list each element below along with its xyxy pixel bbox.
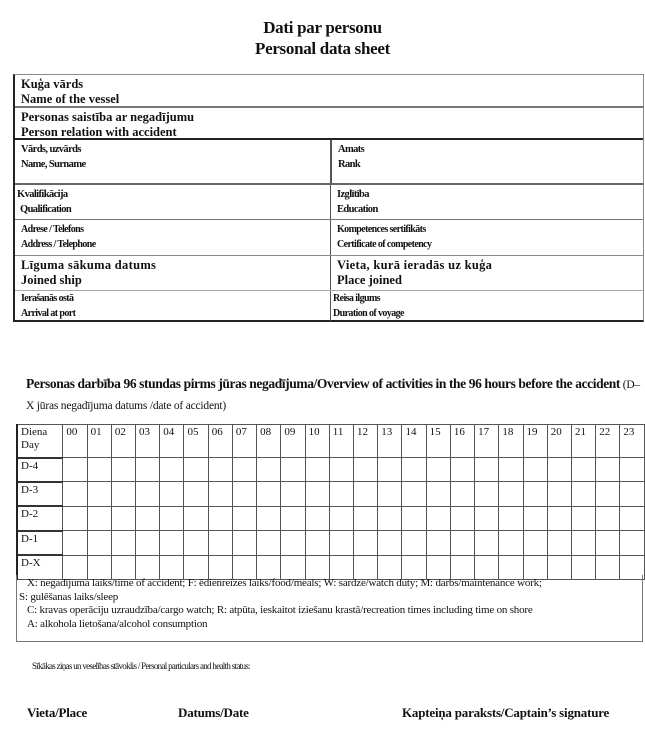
hour-header-16: 16	[450, 425, 474, 458]
day-label: D-X	[17, 555, 63, 579]
hour-cell[interactable]	[111, 482, 135, 506]
hour-header-03: 03	[136, 425, 160, 458]
hour-header-05: 05	[184, 425, 208, 458]
certificate-field[interactable]	[330, 220, 643, 255]
joined-row	[15, 256, 643, 291]
hour-cell[interactable]	[232, 506, 256, 530]
hour-cell[interactable]	[305, 531, 329, 555]
qualification-label-en: Qualification	[20, 204, 72, 215]
hour-cell[interactable]	[571, 531, 595, 555]
hour-cell[interactable]	[232, 458, 256, 482]
hour-cell[interactable]	[596, 506, 620, 530]
hour-cell[interactable]	[547, 506, 571, 530]
hour-cell[interactable]	[63, 531, 87, 555]
vessel-label-en: Name of the vessel	[21, 92, 120, 106]
name-rank-row	[15, 140, 643, 185]
address-label-en: Address / Telephone	[21, 239, 96, 250]
hour-header-01: 01	[87, 425, 111, 458]
hour-cell[interactable]	[184, 458, 208, 482]
hour-cell[interactable]	[329, 482, 353, 506]
hour-cell[interactable]	[208, 506, 232, 530]
hour-cell[interactable]	[208, 458, 232, 482]
address-label-lv: Adrese / Telefons	[21, 224, 84, 235]
hour-cell[interactable]	[450, 482, 474, 506]
hour-cell[interactable]	[232, 531, 256, 555]
name-label-en: Name, Surname	[21, 159, 86, 170]
certificate-label-en: Certificate of competency	[337, 239, 432, 250]
hour-cell[interactable]	[305, 506, 329, 530]
hour-cell[interactable]	[450, 506, 474, 530]
certificate-label-lv: Kompetences sertifikāts	[337, 224, 426, 235]
hour-header-07: 07	[232, 425, 256, 458]
day-row	[17, 506, 645, 530]
hour-header-12: 12	[354, 425, 378, 458]
hour-cell[interactable]	[208, 531, 232, 555]
day-label: D-1	[17, 531, 63, 555]
hour-cell[interactable]	[281, 458, 305, 482]
hour-cell[interactable]	[547, 482, 571, 506]
hour-cell[interactable]	[111, 458, 135, 482]
personal-particulars-label: Sīkākas ziņas un veselības stāvoklis / Personal particulars and health status:	[32, 661, 250, 671]
hour-cell[interactable]	[136, 506, 160, 530]
place-label: Vieta/Place	[27, 705, 88, 720]
date-label: Datums/Date	[178, 705, 249, 720]
hour-cell[interactable]	[450, 458, 474, 482]
hour-cell[interactable]	[305, 458, 329, 482]
relation-field[interactable]	[15, 108, 643, 138]
hour-cell[interactable]	[378, 482, 402, 506]
hour-cell[interactable]	[475, 458, 499, 482]
hour-cell[interactable]	[378, 531, 402, 555]
hour-cell[interactable]	[87, 458, 111, 482]
hour-header-21: 21	[571, 425, 595, 458]
legend-line: X: negadījuma laiks/time of accident; F: ēdienreizes laiks/food/meals; W: sardze/watch duty; M: darbs/maintenance work;	[27, 577, 542, 589]
hour-cell[interactable]	[184, 506, 208, 530]
hour-cell[interactable]	[499, 482, 523, 506]
hour-cell[interactable]	[281, 506, 305, 530]
hour-cell[interactable]	[426, 458, 450, 482]
hour-cell[interactable]	[329, 506, 353, 530]
address-certificate-row	[15, 220, 643, 256]
hour-cell[interactable]	[160, 458, 184, 482]
duration-label-en: Duration of voyage	[333, 308, 404, 319]
hour-cell[interactable]	[257, 506, 281, 530]
hour-cell[interactable]	[402, 531, 426, 555]
arrival-label-lv: Ierašanās ostā	[21, 293, 74, 304]
hour-cell[interactable]	[281, 531, 305, 555]
qualification-education-row	[15, 185, 643, 220]
hour-cell[interactable]	[111, 531, 135, 555]
address-field[interactable]	[15, 220, 330, 255]
hour-cell[interactable]	[378, 458, 402, 482]
hour-cell[interactable]	[232, 482, 256, 506]
hour-cell[interactable]	[523, 531, 547, 555]
hour-cell[interactable]	[499, 531, 523, 555]
hour-cell[interactable]	[354, 458, 378, 482]
arrival-label-en: Arrival at port	[21, 308, 76, 319]
page-title-lv: Dati par personu	[263, 18, 382, 37]
hour-cell[interactable]	[257, 458, 281, 482]
hour-cell[interactable]	[620, 458, 645, 482]
hour-cell[interactable]	[523, 506, 547, 530]
hour-cell[interactable]	[499, 506, 523, 530]
hour-cell[interactable]	[111, 506, 135, 530]
hour-header-22: 22	[596, 425, 620, 458]
duration-field[interactable]	[330, 291, 643, 321]
hour-cell[interactable]	[87, 506, 111, 530]
hour-cell[interactable]	[136, 531, 160, 555]
qualification-label-lv: Kvalifikācija	[17, 189, 68, 200]
page-title-en: Personal data sheet	[254, 39, 390, 58]
grid-header-row	[17, 425, 645, 458]
hour-cell[interactable]	[160, 506, 184, 530]
personal-info-table	[13, 74, 644, 322]
hour-cell[interactable]	[160, 482, 184, 506]
hour-cell[interactable]	[184, 531, 208, 555]
place-joined-label-en: Place joined	[337, 273, 402, 287]
hour-cell[interactable]	[475, 482, 499, 506]
hour-cell[interactable]	[620, 482, 645, 506]
place-joined-field[interactable]	[330, 256, 643, 290]
hour-header-17: 17	[475, 425, 499, 458]
hour-cell[interactable]	[329, 531, 353, 555]
day-header-en: Day	[21, 439, 40, 451]
hour-header-13: 13	[378, 425, 402, 458]
hour-header-15: 15	[426, 425, 450, 458]
hour-cell[interactable]	[281, 482, 305, 506]
place-joined-label-lv: Vieta, kurā ieradās uz kuģa	[337, 258, 493, 272]
hour-cell[interactable]	[571, 482, 595, 506]
name-field[interactable]	[15, 140, 330, 183]
rank-label-lv: Amats	[338, 144, 365, 155]
hour-cell[interactable]	[450, 531, 474, 555]
hour-cell[interactable]	[596, 531, 620, 555]
vessel-label-lv: Kuģa vārds	[21, 77, 84, 91]
hour-cell[interactable]	[136, 458, 160, 482]
hour-cell[interactable]	[184, 482, 208, 506]
activities-heading	[26, 374, 641, 416]
legend-line: C: kravas operāciju uzraudzība/cargo watch; R: atpūta, ieskaitot iziešanu krastā/recreation times including time on shore	[27, 604, 533, 616]
activity-hours-grid	[16, 424, 645, 580]
hour-cell[interactable]	[475, 506, 499, 530]
hour-cell[interactable]	[257, 482, 281, 506]
relation-label-en: Person relation with accident	[21, 125, 177, 139]
hour-cell[interactable]	[63, 482, 87, 506]
hour-cell[interactable]	[402, 458, 426, 482]
day-row	[17, 531, 645, 555]
hour-cell[interactable]	[426, 482, 450, 506]
hour-cell[interactable]	[596, 458, 620, 482]
hour-cell[interactable]	[523, 458, 547, 482]
hour-cell[interactable]	[426, 506, 450, 530]
vessel-name-field[interactable]	[15, 75, 643, 106]
hour-cell[interactable]	[620, 531, 645, 555]
hour-header-10: 10	[305, 425, 329, 458]
hour-cell[interactable]	[208, 482, 232, 506]
hour-cell[interactable]	[426, 531, 450, 555]
hour-cell[interactable]	[402, 482, 426, 506]
joined-label-lv: Līguma sākuma datums	[21, 258, 157, 272]
hour-cell[interactable]	[402, 506, 426, 530]
day-row	[17, 482, 645, 506]
hour-header-18: 18	[499, 425, 523, 458]
duration-label-lv: Reisa ilgums	[333, 293, 380, 304]
hour-header-02: 02	[111, 425, 135, 458]
hour-header-09: 09	[281, 425, 305, 458]
hour-cell[interactable]	[499, 458, 523, 482]
hour-cell[interactable]	[63, 506, 87, 530]
day-label: D-2	[17, 506, 63, 530]
hour-cell[interactable]	[257, 531, 281, 555]
hour-cell[interactable]	[378, 506, 402, 530]
hour-cell[interactable]	[160, 531, 184, 555]
qualification-field[interactable]	[15, 185, 330, 219]
hour-cell[interactable]	[475, 531, 499, 555]
activities-heading-note: (D–X jūras negadījuma datums /date of accident)	[26, 379, 640, 412]
rank-field[interactable]	[330, 140, 643, 183]
day-label: D-4	[17, 458, 63, 482]
captain-signature-label: Kapteiņa paraksts/Captain’s signature	[402, 705, 610, 720]
hour-cell[interactable]	[620, 506, 645, 530]
arrival-field[interactable]	[15, 291, 330, 321]
hour-cell[interactable]	[87, 482, 111, 506]
day-label: D-3	[17, 482, 63, 506]
relation-row	[15, 108, 643, 140]
joined-label-en: Joined ship	[21, 273, 82, 287]
hour-cell[interactable]	[547, 458, 571, 482]
hour-cell[interactable]	[596, 482, 620, 506]
rank-label-en: Rank	[338, 159, 361, 170]
hour-cell[interactable]	[329, 458, 353, 482]
hour-header-19: 19	[523, 425, 547, 458]
day-column-header	[17, 425, 63, 458]
activities-heading-title: Personas darbība 96 stundas pirms jūras negadījuma/Overview of activities in the 96 hours before the accident	[26, 376, 621, 391]
hour-header-08: 08	[257, 425, 281, 458]
hour-cell[interactable]	[354, 531, 378, 555]
legend-line: A: alkohola lietošana/alcohol consumption	[27, 617, 208, 630]
education-label-lv: Izglītība	[337, 189, 369, 200]
hour-header-06: 06	[208, 425, 232, 458]
hour-cell[interactable]	[87, 531, 111, 555]
hour-cell[interactable]	[523, 482, 547, 506]
vessel-row	[15, 75, 643, 108]
hour-cell[interactable]	[354, 506, 378, 530]
hour-header-14: 14	[402, 425, 426, 458]
relation-label-lv: Personas saistība ar negadījumu	[21, 110, 195, 124]
hour-header-11: 11	[329, 425, 353, 458]
arrival-duration-row	[15, 291, 643, 321]
day-row	[17, 458, 645, 482]
hour-header-04: 04	[160, 425, 184, 458]
hour-cell[interactable]	[571, 506, 595, 530]
hour-header-20: 20	[547, 425, 571, 458]
hour-cell[interactable]	[305, 482, 329, 506]
hour-cell[interactable]	[136, 482, 160, 506]
education-label-en: Education	[337, 204, 378, 215]
hour-header-00: 00	[63, 425, 87, 458]
hour-header-23: 23	[620, 425, 645, 458]
name-label-lv: Vārds, uzvārds	[21, 144, 81, 155]
activity-legend	[16, 575, 643, 642]
hour-cell[interactable]	[547, 531, 571, 555]
day-header-lv: Diena	[21, 426, 48, 438]
hour-cell[interactable]	[571, 458, 595, 482]
hour-cell[interactable]	[354, 482, 378, 506]
legend-line: S: gulēšanas laiks/sleep	[19, 590, 119, 603]
education-field[interactable]	[330, 185, 643, 219]
joined-ship-field[interactable]	[15, 256, 330, 290]
hour-cell[interactable]	[63, 458, 87, 482]
